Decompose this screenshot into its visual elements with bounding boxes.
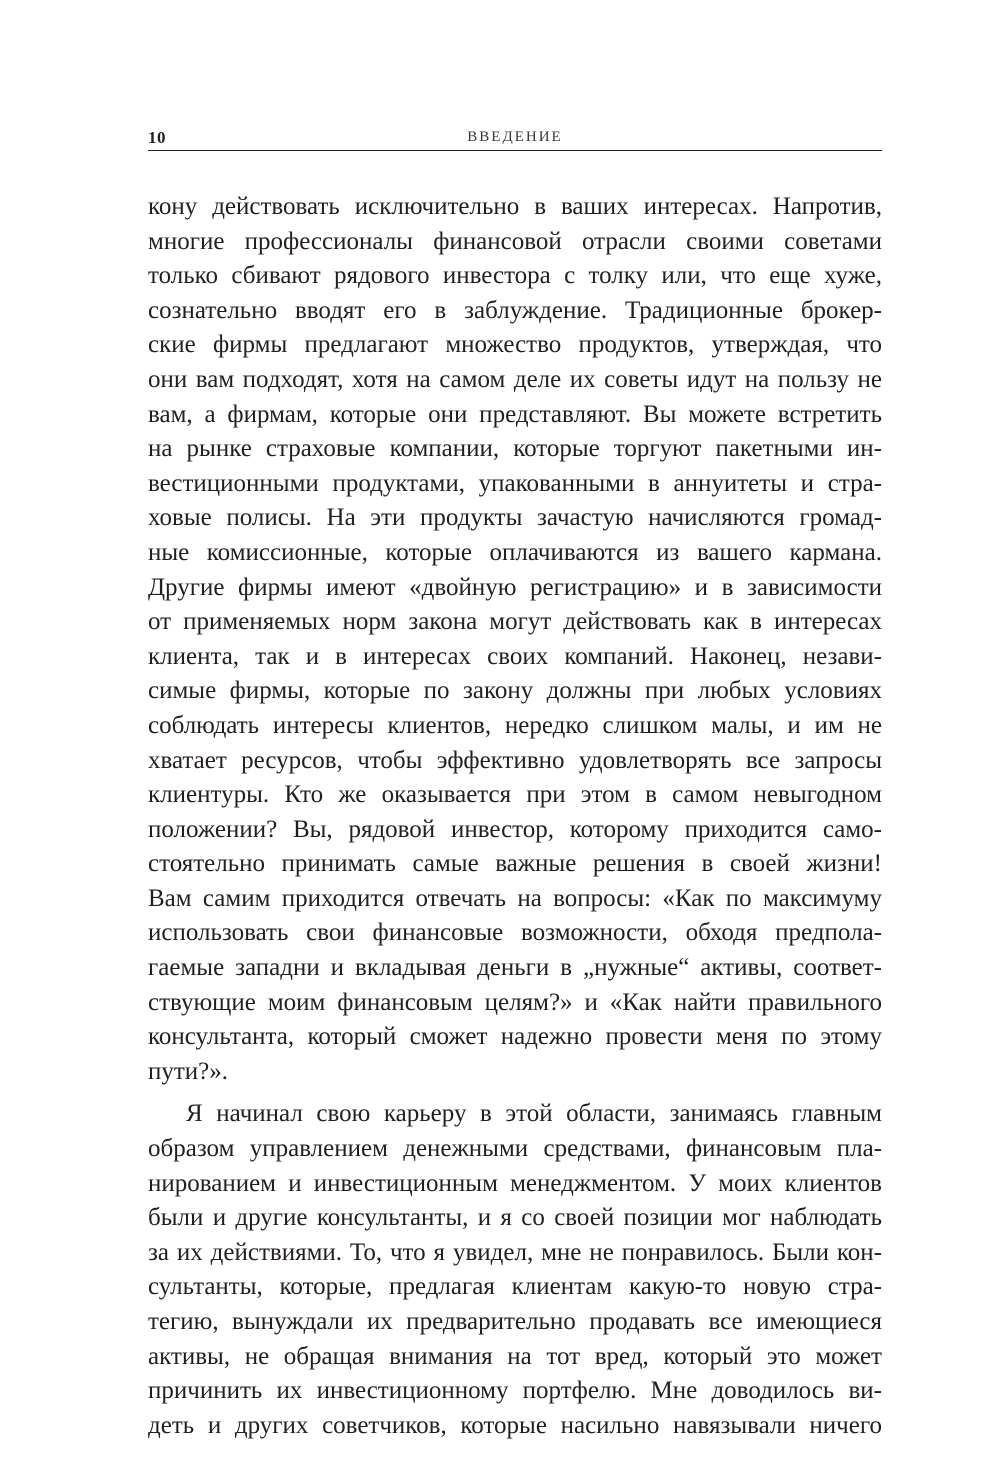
text-line: консультанта, который сможет надежно провести меня по этому (148, 1023, 882, 1051)
text-line: Другие фирмы имеют «двойную регистрацию» и в зависимости (148, 573, 882, 601)
text-line: ховые полисы. На эти продукты зачастую начисляются громад- (148, 504, 882, 532)
paragraph (148, 190, 882, 1089)
text-line: ные комиссионные, которые оплачиваются из вашего кармана. (148, 538, 882, 566)
text-line: Я начинал свою карьеру в этой области, занимаясь главным (186, 1100, 882, 1128)
text-line: клиентуры. Кто же оказывается при этом в самом невыгодном (148, 781, 882, 809)
text-line: гаемые западни и вкладывая деньги в „нужные“ активы, соответ- (148, 954, 882, 982)
text-line: сультанты, которые, предлагая клиентам какую-то новую стра- (148, 1273, 882, 1301)
body-text (148, 190, 882, 1443)
text-line: деть и других советчиков, которые насильно навязывали ничего (148, 1411, 882, 1439)
text-line: активы, не обращая внимания на тот вред, который это может (148, 1342, 882, 1370)
text-line: сознательно вводят его в заблуждение. Традиционные брокер- (148, 296, 882, 324)
text-line: на рынке страховые компании, которые торгуют пакетными ин- (148, 435, 882, 463)
text-line: стоятельно принимать самые важные решения в своей жизни! (148, 850, 882, 878)
text-line: использовать свои финансовые возможности, обходя предпола- (148, 919, 882, 947)
paragraph-gap (148, 1089, 882, 1097)
text-line: они вам подходят, хотя на самом деле их советы идут на пользу не (148, 365, 882, 393)
text-line: ствующие моим финансовым целям?» и «Как найти правильного (148, 988, 882, 1016)
text-line: образом управлением денежными средствами, финансовым пла- (148, 1135, 882, 1163)
text-line: причинить их инвестиционному портфелю. Мне доводилось ви- (148, 1377, 882, 1405)
text-line: многие профессионалы финансовой отрасли своими советами (148, 227, 882, 255)
text-line: пути?». (148, 1057, 229, 1085)
text-line: вестиционными продуктами, упакованными в аннуитеты и стра- (148, 469, 882, 497)
text-line: ские фирмы предлагают множество продуктов, утверждая, что (148, 331, 882, 359)
text-line: Вам самим приходится отвечать на вопросы: «Как по максимуму (148, 884, 882, 912)
text-line: соблюдать интересы клиентов, нередко слишком малы, и им не (148, 711, 882, 739)
text-line: кону действовать исключительно в ваших интересах. Напротив, (148, 193, 882, 220)
chapter-title: ВВЕДЕНИЕ (467, 129, 563, 145)
text-line: от применяемых норм закона могут действовать как в интересах (148, 608, 882, 636)
text-line: положении? Вы, рядовой инвестор, которому приходится само- (148, 815, 882, 843)
text-line: клиента, так и в интересах своих компаний. Наконец, незави- (148, 642, 882, 670)
running-header (148, 120, 882, 151)
text-line: хватает ресурсов, чтобы эффективно удовлетворять все запросы (148, 746, 882, 774)
text-line: были и другие консультанты, и я со своей позиции мог наблюдать (148, 1204, 882, 1232)
text-line: за их действиями. То, что я увидел, мне не понравилось. Были кон- (148, 1238, 882, 1266)
text-line: только сбивают рядового инвестора с толку или, что еще хуже, (148, 262, 882, 290)
text-line: нированием и инвестиционным менеджментом. У моих клиентов (148, 1169, 882, 1197)
paragraph (148, 1097, 882, 1443)
text-line: симые фирмы, которые по закону должны при любых условиях (148, 677, 882, 705)
page-number: 10 (148, 128, 166, 147)
text-line: тегию, вынуждали их предварительно продавать все имеющиеся (148, 1308, 882, 1335)
text-line: вам, а фирмам, которые они представляют. Вы можете встретить (148, 400, 882, 428)
